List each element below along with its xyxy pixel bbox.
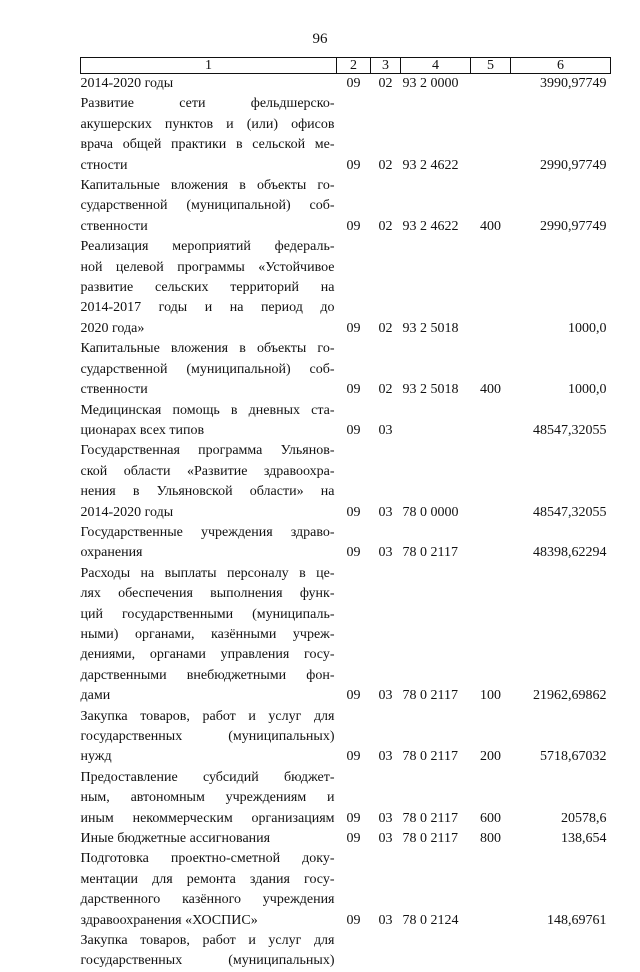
column-header-expense-type: 5 bbox=[471, 58, 511, 74]
description-line: ственности bbox=[80, 382, 148, 398]
description-line: ными) органами, казёнными учреж- bbox=[80, 626, 335, 642]
amount-value: 2990,97749 bbox=[540, 218, 607, 234]
table-row bbox=[81, 564, 611, 707]
description-line: нения в Ульяновской области» на bbox=[80, 484, 335, 500]
description-line: Реализация мероприятий федераль- bbox=[80, 239, 335, 255]
subsection-code: 02 bbox=[378, 320, 393, 336]
description-line: дарственного казённого учреждения bbox=[80, 892, 335, 908]
section-code: 09 bbox=[346, 810, 361, 826]
subsection-code: 03 bbox=[378, 749, 393, 765]
subsection-code: 02 bbox=[378, 76, 393, 91]
amount-value: 138,654 bbox=[561, 831, 607, 847]
target-article-code: 93 2 4622 bbox=[402, 218, 459, 234]
table-header bbox=[81, 58, 611, 74]
description-line: Иные бюджетные ассигнования bbox=[80, 831, 271, 847]
table-row bbox=[81, 829, 611, 849]
description-line: ской области «Развитие здравоохра- bbox=[80, 463, 335, 479]
row-description bbox=[81, 441, 337, 523]
row-description bbox=[81, 849, 337, 931]
table-row bbox=[81, 707, 611, 768]
expense-type-code: 400 bbox=[480, 382, 501, 398]
amount-value: 148,69761 bbox=[547, 912, 607, 928]
row-description bbox=[81, 94, 337, 176]
target-article-code: 78 0 2117 bbox=[402, 688, 458, 704]
amount-value: 21962,69862 bbox=[533, 688, 607, 704]
subsection-code: 02 bbox=[378, 218, 393, 234]
description-line: Закупка товаров, работ и услуг для bbox=[80, 708, 335, 724]
subsection-code: 03 bbox=[378, 831, 393, 847]
target-article-code: 93 2 4622 bbox=[402, 157, 459, 173]
description-line: Капитальные вложения в объекты го- bbox=[80, 341, 335, 357]
section-code bbox=[337, 931, 371, 972]
target-article-code: 93 2 5018 bbox=[402, 320, 459, 336]
description-line: 2014-2017 годы и на период до bbox=[80, 300, 335, 316]
description-line: Медицинская помощь в дневных ста- bbox=[80, 402, 335, 418]
description-line: иным некоммерческим организациям bbox=[80, 810, 335, 826]
description-line: стности bbox=[80, 157, 128, 173]
amount-value: 20578,6 bbox=[561, 810, 607, 826]
expense-type-code bbox=[471, 931, 511, 972]
row-description bbox=[81, 74, 337, 95]
column-header-section: 2 bbox=[337, 58, 371, 74]
target-article-code: 78 0 2124 bbox=[402, 912, 459, 928]
subsection-code: 03 bbox=[378, 545, 393, 561]
amount-value: 3990,97749 bbox=[540, 76, 607, 91]
table-row bbox=[81, 441, 611, 523]
header-row bbox=[81, 58, 611, 74]
section-code: 09 bbox=[346, 912, 361, 928]
target-article-code: 78 0 2117 bbox=[402, 831, 458, 847]
description-line: развитие сельских территорий на bbox=[80, 280, 335, 296]
expense-type-code bbox=[471, 401, 511, 442]
row-description bbox=[81, 523, 337, 564]
description-line: ственности bbox=[80, 218, 148, 234]
description-line: дами bbox=[80, 688, 111, 704]
description-line: государственных (муниципальных) bbox=[80, 729, 335, 744]
description-line: охранения bbox=[80, 545, 143, 561]
description-line: врача общей практики в сельской ме- bbox=[80, 137, 335, 153]
column-header-amount: 6 bbox=[511, 58, 611, 74]
description-line: 2014-2020 годы bbox=[80, 504, 174, 520]
expense-type-code bbox=[471, 849, 511, 931]
amount-value: 2990,97749 bbox=[540, 157, 607, 173]
description-line: ментации для ремонта здания госу- bbox=[80, 871, 335, 887]
target-article-code bbox=[401, 401, 471, 442]
section-code: 09 bbox=[346, 76, 361, 91]
expense-type-code: 800 bbox=[480, 831, 501, 847]
description-line: Капитальные вложения в объекты го- bbox=[80, 178, 335, 194]
section-code: 09 bbox=[346, 320, 361, 336]
section-code: 09 bbox=[346, 422, 361, 438]
expense-type-code: 400 bbox=[480, 218, 501, 234]
row-description bbox=[81, 768, 337, 829]
description-line: Государственная программа Ульянов- bbox=[80, 443, 335, 459]
row-description bbox=[81, 829, 337, 849]
expense-type-code bbox=[471, 94, 511, 176]
table-row bbox=[81, 523, 611, 564]
subsection-code: 03 bbox=[378, 422, 393, 438]
expense-type-code: 100 bbox=[480, 688, 501, 704]
description-line: Предоставление субсидий бюджет- bbox=[80, 769, 335, 785]
subsection-code: 02 bbox=[378, 382, 393, 398]
row-description bbox=[81, 176, 337, 237]
description-line: Расходы на выплаты персоналу в це- bbox=[80, 565, 335, 581]
amount-value bbox=[511, 931, 611, 972]
description-line: Государственные учреждения здраво- bbox=[80, 524, 335, 540]
table-row bbox=[81, 94, 611, 176]
subsection-code: 03 bbox=[378, 810, 393, 826]
description-line: государственных (муниципальных) bbox=[80, 953, 335, 969]
expense-type-code: 200 bbox=[480, 749, 501, 765]
description-line: лях обеспечения выполнения функ- bbox=[80, 586, 335, 602]
target-article-code bbox=[401, 931, 471, 972]
subsection-code: 03 bbox=[378, 688, 393, 704]
section-code: 09 bbox=[346, 504, 361, 520]
column-header-name: 1 bbox=[81, 58, 337, 74]
description-line: ций государственными (муниципаль- bbox=[80, 606, 335, 622]
description-line: 2020 года» bbox=[80, 320, 145, 336]
section-code: 09 bbox=[346, 545, 361, 561]
amount-value: 1000,0 bbox=[568, 320, 607, 336]
row-description bbox=[81, 931, 337, 972]
column-header-subsection: 3 bbox=[371, 58, 401, 74]
expense-type-code bbox=[471, 523, 511, 564]
description-line: сударственной (муниципальной) соб- bbox=[80, 198, 335, 214]
table-row bbox=[81, 849, 611, 931]
column-header-target-article: 4 bbox=[401, 58, 471, 74]
budget-table bbox=[80, 57, 611, 972]
description-line: здравоохранения «ХОСПИС» bbox=[80, 912, 258, 928]
amount-value: 48398,62294 bbox=[533, 545, 607, 561]
table-row bbox=[81, 931, 611, 972]
section-code: 09 bbox=[346, 382, 361, 398]
table-body bbox=[81, 74, 611, 972]
table-row bbox=[81, 74, 611, 95]
target-article-code: 78 0 2117 bbox=[402, 749, 458, 765]
table-row bbox=[81, 237, 611, 339]
amount-value: 48547,32055 bbox=[533, 422, 607, 438]
expense-type-code: 600 bbox=[480, 810, 501, 826]
amount-value: 1000,0 bbox=[568, 382, 607, 398]
row-description bbox=[81, 707, 337, 768]
description-line: Закупка товаров, работ и услуг для bbox=[80, 933, 335, 949]
expense-type-code bbox=[471, 237, 511, 339]
target-article-code: 78 0 2117 bbox=[402, 810, 458, 826]
target-article-code: 93 2 0000 bbox=[402, 76, 459, 91]
row-description bbox=[81, 339, 337, 400]
description-line: сударственной (муниципальной) соб- bbox=[80, 361, 335, 377]
amount-value: 48547,32055 bbox=[533, 504, 607, 520]
row-description bbox=[81, 564, 337, 707]
table-row bbox=[81, 768, 611, 829]
description-line: дениями, органами управления госу- bbox=[80, 647, 335, 663]
target-article-code: 78 0 0000 bbox=[402, 504, 459, 520]
section-code: 09 bbox=[346, 218, 361, 234]
section-code: 09 bbox=[346, 749, 361, 765]
row-description bbox=[81, 237, 337, 339]
target-article-code: 78 0 2117 bbox=[402, 545, 458, 561]
description-line: Подготовка проектно-сметной доку- bbox=[80, 851, 335, 867]
description-line: дарственными внебюджетными фон- bbox=[80, 667, 335, 683]
description-line: ным, автономным учреждениям и bbox=[80, 790, 335, 806]
table-row bbox=[81, 401, 611, 442]
subsection-code: 03 bbox=[378, 504, 393, 520]
table-row bbox=[81, 176, 611, 237]
section-code: 09 bbox=[346, 688, 361, 704]
subsection-code bbox=[371, 931, 401, 972]
subsection-code: 02 bbox=[378, 157, 393, 173]
section-code: 09 bbox=[346, 831, 361, 847]
description-line: Развитие сети фельдшерско- bbox=[80, 96, 335, 112]
description-line: нужд bbox=[80, 749, 112, 765]
target-article-code: 93 2 5018 bbox=[402, 382, 459, 398]
amount-value: 5718,67032 bbox=[540, 749, 607, 765]
expense-type-code bbox=[471, 441, 511, 523]
section-code: 09 bbox=[346, 157, 361, 173]
row-description bbox=[81, 401, 337, 442]
description-line: ционарах всех типов bbox=[80, 422, 205, 438]
table-row bbox=[81, 339, 611, 400]
description-line: акушерских пунктов и (или) офисов bbox=[80, 116, 335, 132]
description-line: ной целевой программы «Устойчивое bbox=[80, 259, 335, 275]
page-number: 96 bbox=[312, 31, 328, 47]
description-line: 2014-2020 годы bbox=[80, 76, 174, 91]
subsection-code: 03 bbox=[378, 912, 393, 928]
expense-type-code bbox=[471, 74, 511, 95]
